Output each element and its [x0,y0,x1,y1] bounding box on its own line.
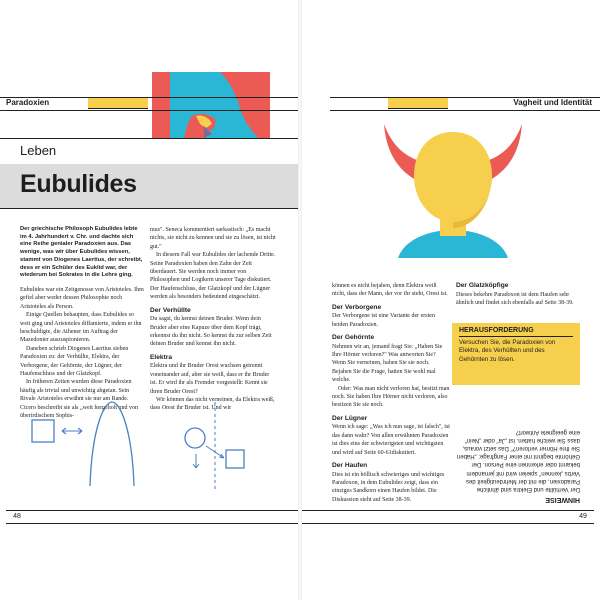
body-paragraph: In diesem Fall war Eubulides der lachende Dritte. Seine Paradoxien haben den Zahn der Zeit überdauert. Sie werden noch immer von Philosophen und Logikern unserer Tage diskutiert. Der Haufenschluss, der Glatzkopf und der Lügner werden als besonders bedeutend eingeschätzt. [150,252,276,301]
right-column-2 [456,282,580,307]
body-paragraph: Dies ist ein höllisch schwieriges und wichtiges Paradoxon, in dem Eubulides zeigt, dass ein einziges Sandkorn einen Haufen bildet. Die Diskussion steht auf Seite 38-39. [332,471,445,503]
body-paragraph: Daneben schrieb Diogenes Laertius sieben Paradoxien zu: der Verhüllte, Elektra, der Verborgene, der Gehörnte, der Lügner, der Haufenschluss und der Glatzkopf. [20,345,129,377]
page-number: 48 [6,510,28,524]
hints-heading: HINWEISE [545,496,580,503]
body-paragraph: Wir können das nicht verneinen, da Elektra weiß, dass Orest ihr Bruder ist. Und wir [150,396,275,412]
subheading-verborgene: Der Verborgene [332,303,382,311]
body-paragraph: In früheren Zeiten wurden diese Paradoxien häufig als trivial und unwichtig abgetan. Sein Rivale Aristoteles erwähnt sie nur am Rande. Cicero beschreibt sie als „weit hergeholt und von überirdischem Sophis- [20,379,139,420]
subheading-verhuellte: Der Verhüllte [150,306,191,314]
subheading-glatzkoepfige: Der Glatzköpfige [456,282,509,289]
running-head-right: Vagheit und Identität [513,98,592,107]
challenge-heading: HERAUSFORDERUNG [459,327,534,334]
body-paragraph: mus". Seneca kommentiert sarkastisch: „Es macht nichts, sie nicht zu kennen und sie zu lösen, ist nicht gut." [150,227,276,250]
body-paragraph: Nehmen wir an, jemand fragt Sie: „Haben Sie Ihre Hörner verloren?" Was antworten Sie? Wenn Sie verneinen, haben Sie sie noch. Bejahen Sie die Frage, hatten Sie wohl mal welche. [332,343,443,384]
body-paragraph: Elektra und ihr Bruder Orest wuchsen getrennt voneinander auf, aber sie weiß, dass er ihr Bruder ist. Er wird ihr als Fremder vorgestellt: Kennt sie ihren Bruder Orest? [150,363,270,395]
body-paragraph: Du sagst, du kennst deinen Bruder. Wenn dein Bruder aber eine Kapuze über dem Kopf trägt, erkennst du ihn nicht. So kennst du zur selben Zeit deinen Bruder und kennst ihn nicht. [150,316,272,348]
subheading-gehoernte: Der Gehörnte [332,334,375,342]
subheading-luegner: Der Lügner [332,414,368,422]
footer-line-right [302,510,572,524]
page-number-right: 49 [572,510,594,524]
page-title: Eubulides [20,170,137,198]
body-paragraph: Einige Quellen behaupten, dass Eubulides so weit ging und Aristoteles diffamierte, indem er ihn beschuldigte, die Athener im Auftrag der Mazedonier auszuspionieren. [20,312,142,344]
subheading-elektra: Elektra [150,353,172,361]
challenge-divider [459,336,573,337]
body-paragraph: Dieses bekehre Paradoxon ist dem Haufen sehr ähnlich und findet sich ebenfalls auf Seite 38-39. [456,291,574,306]
horned-head-illustration [378,118,528,258]
body-paragraph: Oder: Was man nicht verloren hat, besitzt man noch. Sie haben Ihre Hörner nicht verloren, also besitzen Sie sie noch. [332,385,450,409]
face-shape [414,132,492,222]
challenge-box [452,323,580,385]
hints-box-upside-down [456,395,580,503]
right-column-1 [332,282,450,504]
body-paragraph: Wenn ich sage: „Was ich nun sage, ist falsch", ist das dann wahr? Von allen erwähnten Paradoxien ist dies eins der schwierigsten und wichtigsten und wird auf Seite 60-61diskutiert. [332,424,450,456]
running-head: Paradoxien [6,98,50,107]
section-label: Leben [20,143,57,158]
body-paragraph: Der Verborgene ist eine Variante der ersten beiden Paradoxien. [332,313,435,328]
challenge-text: Versuchen Sie, die Paradoxien von Elektra, des Verhüllten und des Gehörnten zu lösen. [459,339,556,363]
body-paragraph: Eubulides war ein Zeitgenosse von Aristoteles. Ihm gefiel aber weder dessen Philosophie noch Aristoteles als Person. [20,286,144,310]
hints-text: Der Verhüllte und Elektra sind ähnliche Paradoxien, die mit der Mehrdeutigkeit des Verbs „kennen" spielen wird mit jemandem bekannt oder erkennen eine Person. Der Gehörnte beginnt mit einer Fangfrage: „Haben Sie Ihre Hörner verloren?" Das setzt voraus, dass Sie welche hatten. Ist „Ja" oder „Nein" eine geeignete Antwort? [456,428,580,492]
body-paragraph: können es nicht bejahen, denn Elektra weiß nicht, dass der Mann, der vor ihr steht, Orest ist. [332,283,448,298]
running-head-yellow-block-right [388,97,448,109]
lead-paragraph: Der griechische Philosoph Eubulides lebte im 4. Jahrhundert v. Chr. und dachte sich eine Reihe genialer Paradoxien aus. Das wenige, was wir über Eubulides wissen, stammt von Diogenes Laertius, der schreibt, dess er ein Schüler des Euklid war, der wiederum bei Sokrates in die Lehre ging. [20,226,143,279]
subheading-haufen: Der Haufen [332,462,368,469]
